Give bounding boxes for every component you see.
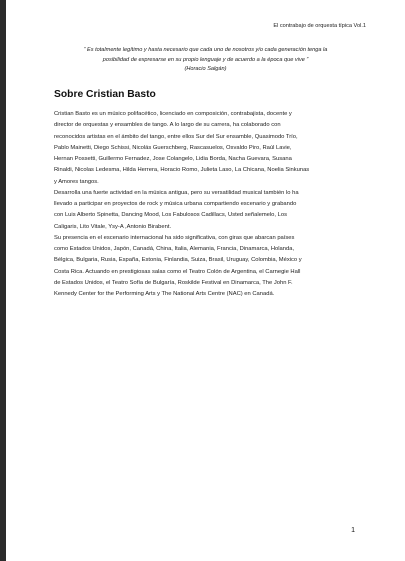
text-line: Pablo Mainetti, Diego Schissi, Nicolás Guerschberg, Rascasuelos, Osvaldo Piro, Raúl Lavie,: [54, 144, 292, 151]
text-line: director de orquestas y ensambles de tango. A lo largo de su carrera, ha colaborado con: [54, 122, 281, 129]
document-page: [6, 0, 405, 561]
text-line: Caligaris, Lito Vitale, Ysy-A ,Antonio Birabent.: [54, 223, 172, 230]
quote-line: posibilidad de expresarse en su propio lenguaje y de acuerdo a la época que vive ”: [102, 56, 309, 63]
text-line: y Amores tangos.: [54, 178, 99, 185]
text-line: Desarrolla una fuerte actividad en la música antigua, pero su versatilidad musical también lo ha: [54, 189, 299, 196]
section-heading: Sobre Cristian Basto: [54, 89, 156, 100]
text-line: Cristian Basto es un músico polifacético, licenciado en composición, contrabajista, docente y: [54, 111, 292, 117]
text-line: Kennedy Center for the Performing Arts y The National Arts Centre (NAC) en Canadá.: [54, 291, 275, 297]
biography-text: [54, 109, 364, 300]
quote-attribution: (Horacio Salgán): [184, 66, 227, 73]
text-line: de Estados Unidos, el Teatro Sofía de Bulgaría, Roskilde Festival en Dinamarca, The John F.: [54, 279, 293, 286]
text-line: Su presencia en el escenario internacional ha sido significativa, con giras que abarcan países: [54, 234, 295, 241]
text-line: como Estados Unidos, Japón, Canadá, China, Italia, Alemania, Francia, Dinamarca, Holanda,: [54, 246, 295, 252]
page-number: 1: [351, 527, 355, 534]
quote-line: “ Es totalmente legítimo y hasta necesario que cada uno de nosotros y/o cada generación tenga la: [83, 47, 328, 53]
text-line: Costa Rica. Actuando en prestigiosas salas como el Teatro Colón de Argentina, el Carnegie Hall: [54, 268, 301, 275]
text-line: con Luis Alberto Spinetta, Dancing Mood, Los Fabulosos Cadillacs, Usted señalemelo, Los: [54, 212, 287, 219]
running-header: El contrabajo de orquesta típica Vol.1: [273, 23, 366, 29]
text-line: Bélgica, Bulgaria, Rusia, España, Estonia, Finlandia, Suiza, Brasil, Uruguay, Colombia, México y: [54, 257, 302, 264]
text-line: reconocidos artistas en el ámbito del tango, entre ellos Sur del Sur ensamble, Quasimodo Trío,: [54, 133, 298, 140]
text-line: llevado a participar en proyectos de rock y música urbana compartiendo escenario y grabando: [54, 201, 297, 207]
text-line: Rinaldi, Nicolas Ledesma, Hilda Herrera, Horacio Romo, Julieta Laso, La Chicana, Noelia Sinkunas: [54, 167, 310, 174]
text-line: Hernan Possetti, Guillermo Fernadez, Jose Colangelo, Lidia Borda, Nacha Guevara, Susana: [54, 156, 292, 162]
epigraph-quote: [46, 46, 365, 75]
